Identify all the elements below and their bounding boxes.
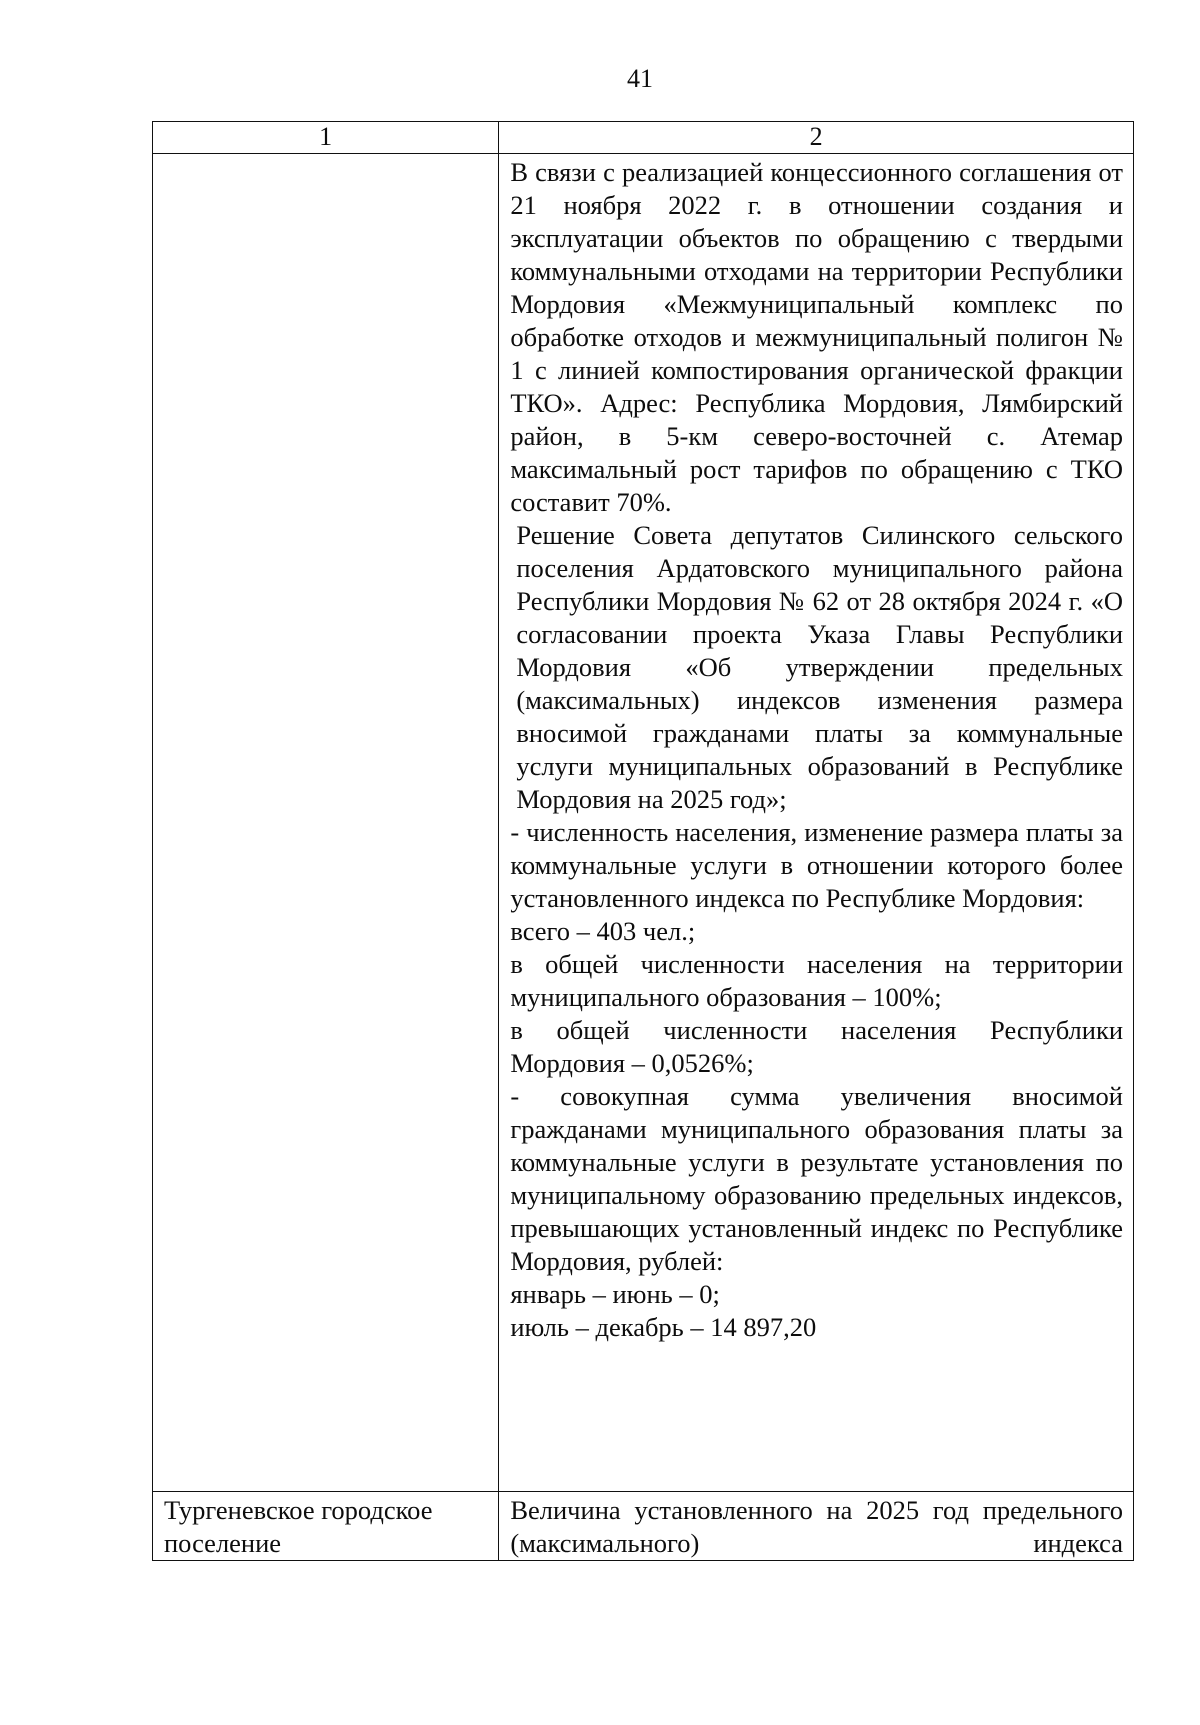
row1-right-cell — [499, 154, 1134, 1492]
paragraph-tturgenev: Величина установленного на 2025 год предельного (максимального) индекса — [510, 1495, 1123, 1558]
page-number: 41 — [627, 64, 653, 93]
row2-right-cell — [499, 1492, 1134, 1561]
row1-left-cell — [153, 154, 499, 1492]
row2-left-cell: Тургеневское городское поселение — [153, 1492, 499, 1561]
paragraph-decision: Решение Совета депутатов Силинского сельского поселения Ардатовского муниципального района Республики Мордовия № 62 от 28 октября 2024 г. «О согласовании проекта Указа Главы Республики Мордовия «Об утверждении предельных (максимальных) индексов изменения размера вносимой гражданами платы за коммунальные услуги муниципальных образований в Республике Мордовия на 2025 год»; — [516, 520, 1123, 814]
paragraph-total: всего – 403 чел.; — [510, 916, 696, 946]
column-header-1: 1 — [153, 122, 499, 154]
paragraph-jan-jun: январь – июнь – 0; — [510, 1279, 720, 1309]
column-header-2: 2 — [499, 122, 1134, 154]
table-header-row — [153, 122, 1134, 154]
table-row — [153, 1492, 1134, 1561]
paragraph-municipal-share: в общей численности населения на территории муниципального образования – 100%; — [510, 949, 1123, 1012]
paragraph-republic-share: в общей численности населения Республики Мордовия – 0,0526%; — [510, 1015, 1123, 1078]
document-table — [152, 121, 1134, 1561]
paragraph-jul-dec: июль – декабрь – 14 897,20 — [510, 1312, 817, 1342]
paragraph-total-sum: - совокупная сумма увеличения вносимой гражданами муниципального образования платы за коммунальные услуги в результате установления по муниципальному образованию предельных индексов, превышающих установленный индекс по Республике Мордовия, рублей: — [510, 1081, 1123, 1276]
table-row — [153, 154, 1134, 1492]
paragraph-concession: В связи с реализацией концессионного соглашения от 21 ноября 2022 г. в отношении создания и эксплуатации объектов по обращению с твердыми коммунальными отходами на территории Республики Мордовия «Межмуниципальный комплекс по обработке отходов и межмуниципальный полигон № 1 с линией компостирования органической фракции ТКО». Адрес: Республика Мордовия, Лямбирский район, в 5-км северо-восточней с. Атемар максимальный рост тарифов по обращению с ТКО составит 70%. — [510, 157, 1123, 517]
paragraph-population: - численность населения, изменение размера платы за коммунальные услуги в отношении которого более установленного индекса по Республике Мордовия: — [510, 817, 1123, 913]
